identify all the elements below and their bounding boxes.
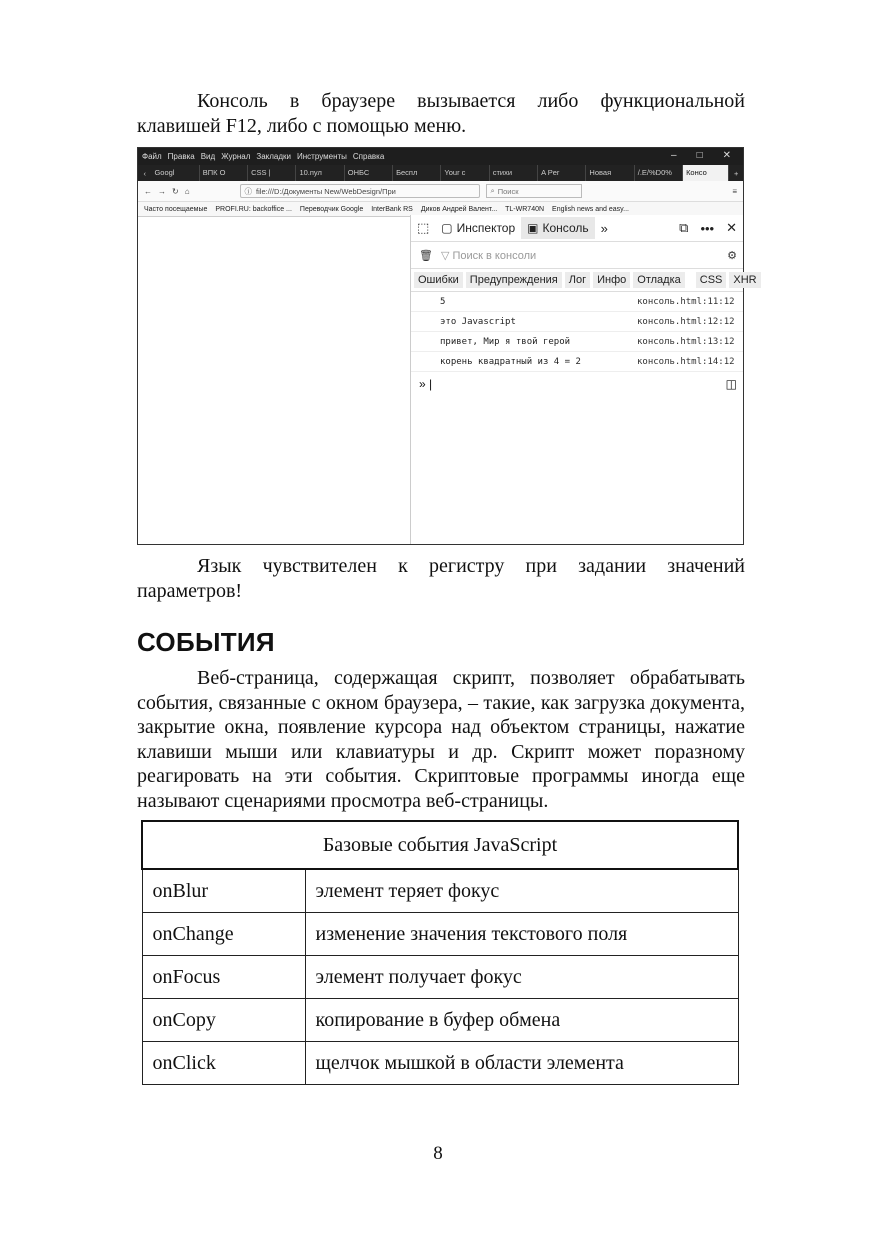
event-description: элемент теряет фокус (305, 869, 738, 913)
browser-tab[interactable]: Your c (441, 165, 489, 181)
menu-tools[interactable]: Инструменты (297, 152, 347, 161)
browser-tab[interactable]: CSS | (248, 165, 296, 181)
console-input[interactable] (411, 372, 743, 396)
console-log-row: привет, Мир я твой герой консоль.html:13:12 (411, 332, 743, 352)
menu-bookmarks[interactable]: Закладки (256, 152, 292, 161)
url-input[interactable]: ⓘ file:///D:/Документы New/WebDesign/При (240, 184, 480, 198)
filter-icon: ▽ (440, 249, 450, 262)
browser-tab[interactable]: стихи (490, 165, 538, 181)
back-icon[interactable]: ← (144, 186, 152, 196)
new-tab-icon[interactable]: + (734, 168, 739, 178)
table-row (142, 869, 738, 913)
event-description: копирование в буфер обмена (305, 999, 738, 1042)
split-console-icon[interactable]: ◫ (725, 377, 737, 391)
browser-tab[interactable]: 10.пул (296, 165, 344, 181)
table-caption: Базовые события JavaScript (142, 821, 738, 869)
menu-help[interactable]: Справка (352, 152, 385, 161)
browser-tab[interactable]: /.E/%D0% (635, 165, 683, 181)
events-table (141, 820, 739, 1085)
log-source-link[interactable]: консоль.html:14:12 (637, 356, 735, 367)
page-number: 8 (433, 1143, 443, 1164)
forward-icon[interactable]: → (158, 186, 166, 196)
log-source-link[interactable]: консоль.html:13:12 (637, 336, 735, 347)
minimize-button[interactable]: – (671, 150, 677, 161)
level-log[interactable]: Лог (565, 272, 590, 288)
paragraph-case-sensitivity: Язык чувствителен к регистру при задании значений параметров! (137, 555, 745, 602)
event-name: onClick (142, 1042, 305, 1085)
devtools-panel (410, 215, 757, 544)
navigation-bar (138, 181, 743, 202)
paragraph-console-intro: Консоль в браузере вызывается либо функциональной клавишей F12, либо с помощью меню. (137, 90, 745, 137)
browser-tab[interactable]: Беспл (393, 165, 441, 181)
event-name: onChange (142, 913, 305, 956)
reload-icon[interactable]: ↻ (172, 186, 179, 196)
menu-edit[interactable]: Правка (167, 152, 195, 161)
console-filter-bar (411, 242, 743, 269)
more-options-icon[interactable]: ••• (700, 220, 715, 236)
bookmark-item[interactable]: English news and easy... (552, 205, 629, 213)
menu-icon[interactable]: ≡ (732, 186, 737, 196)
table-row (142, 999, 738, 1042)
inspector-icon: ▢ (441, 221, 453, 235)
maximize-button[interactable]: □ (696, 150, 703, 161)
filter-input[interactable]: ▽ Поиск в консоли (440, 249, 537, 262)
level-css[interactable]: CSS (696, 272, 727, 288)
bookmark-item[interactable]: Часто посещаемые (144, 205, 208, 213)
menu-history[interactable]: Журнал (221, 152, 251, 161)
tab-inspector[interactable]: ▢ Инспектор (441, 221, 516, 235)
paragraph-events: Веб-страница, содержащая скрипт, позволяет обрабатывать события, связанные с окном браузера, – такие, как загрузка документа, закрытие окна, появление курсора над объектом страницы, нажатие клавиши мыши или клавиатуры и др. Скрипт может поразному реагировать на эти события. Скриптовые программы иногда еще называют сценариями просмотра веб-страницы. (137, 667, 745, 812)
event-name: onBlur (142, 869, 305, 913)
log-source-link[interactable]: консоль.html:12:12 (637, 316, 735, 327)
close-devtools-icon[interactable]: ✕ (726, 220, 737, 235)
prompt-icon: » | (419, 377, 433, 391)
info-icon: ⓘ (244, 186, 253, 196)
event-name: onFocus (142, 956, 305, 999)
bookmark-item[interactable]: Диков Андрей Валент... (420, 205, 498, 213)
event-name: onCopy (142, 999, 305, 1042)
event-description: изменение значения текстового поля (305, 913, 738, 956)
level-errors[interactable]: Ошибки (414, 272, 463, 288)
close-window-button[interactable]: ✕ (722, 150, 731, 161)
console-log-row: это Javascript консоль.html:12:12 (411, 312, 743, 332)
tabs-scroll-left-icon[interactable]: ‹ (143, 168, 146, 178)
trash-icon[interactable]: 🗑 (419, 249, 433, 262)
bookmark-item[interactable]: Переводчик Google (299, 205, 364, 213)
bookmark-item[interactable]: PROFI.RU: backoffice ... (215, 205, 292, 213)
dock-icon[interactable]: ⧉ (679, 220, 689, 235)
tab-bar (138, 165, 743, 181)
browser-tab-active[interactable]: Консо (683, 165, 729, 181)
more-tabs-icon[interactable]: » (600, 220, 608, 236)
browser-screenshot (137, 147, 757, 545)
level-xhr[interactable]: XHR (729, 272, 760, 288)
event-description: щелчок мышкой в области элемента (305, 1042, 738, 1085)
console-level-filters (411, 269, 757, 292)
menu-file[interactable]: Файл (142, 152, 162, 161)
menu-view[interactable]: Вид (200, 152, 216, 161)
search-icon: ⌕ (490, 186, 495, 195)
browser-tab[interactable]: Googl (151, 165, 199, 181)
bookmark-item[interactable]: InterBank RS (371, 205, 413, 213)
log-source-link[interactable]: консоль.html:11:12 (637, 296, 735, 307)
level-debug[interactable]: Отладка (633, 272, 684, 288)
console-log-row: корень квадратный из 4 = 2 консоль.html:14:12 (411, 352, 743, 372)
pick-element-icon[interactable]: ⬚ (417, 220, 430, 235)
table-row (142, 1042, 738, 1085)
gear-icon[interactable]: ⚙ (727, 249, 737, 262)
event-description: элемент получает фокус (305, 956, 738, 999)
home-icon[interactable]: ⌂ (184, 186, 190, 196)
level-warnings[interactable]: Предупреждения (466, 272, 562, 288)
search-input[interactable]: ⌕ Поиск (486, 184, 582, 198)
level-info[interactable]: Инфо (593, 272, 630, 288)
section-title: СОБЫТИЯ (137, 627, 275, 657)
browser-tab[interactable]: A Per (538, 165, 586, 181)
browser-tab[interactable]: ВПК О (200, 165, 248, 181)
devtools-toolbar (411, 215, 743, 242)
console-icon: ▣ (527, 221, 539, 235)
table-row (142, 913, 738, 956)
menu-bar (138, 148, 743, 165)
browser-tab[interactable]: Новая (586, 165, 634, 181)
bookmark-item[interactable]: TL-WR740N (505, 205, 545, 213)
table-row (142, 956, 738, 999)
console-log-row: 5 консоль.html:11:12 (411, 292, 743, 312)
browser-tab[interactable]: ОНБС (345, 165, 393, 181)
tab-console[interactable]: ▣ Консоль (521, 217, 594, 239)
